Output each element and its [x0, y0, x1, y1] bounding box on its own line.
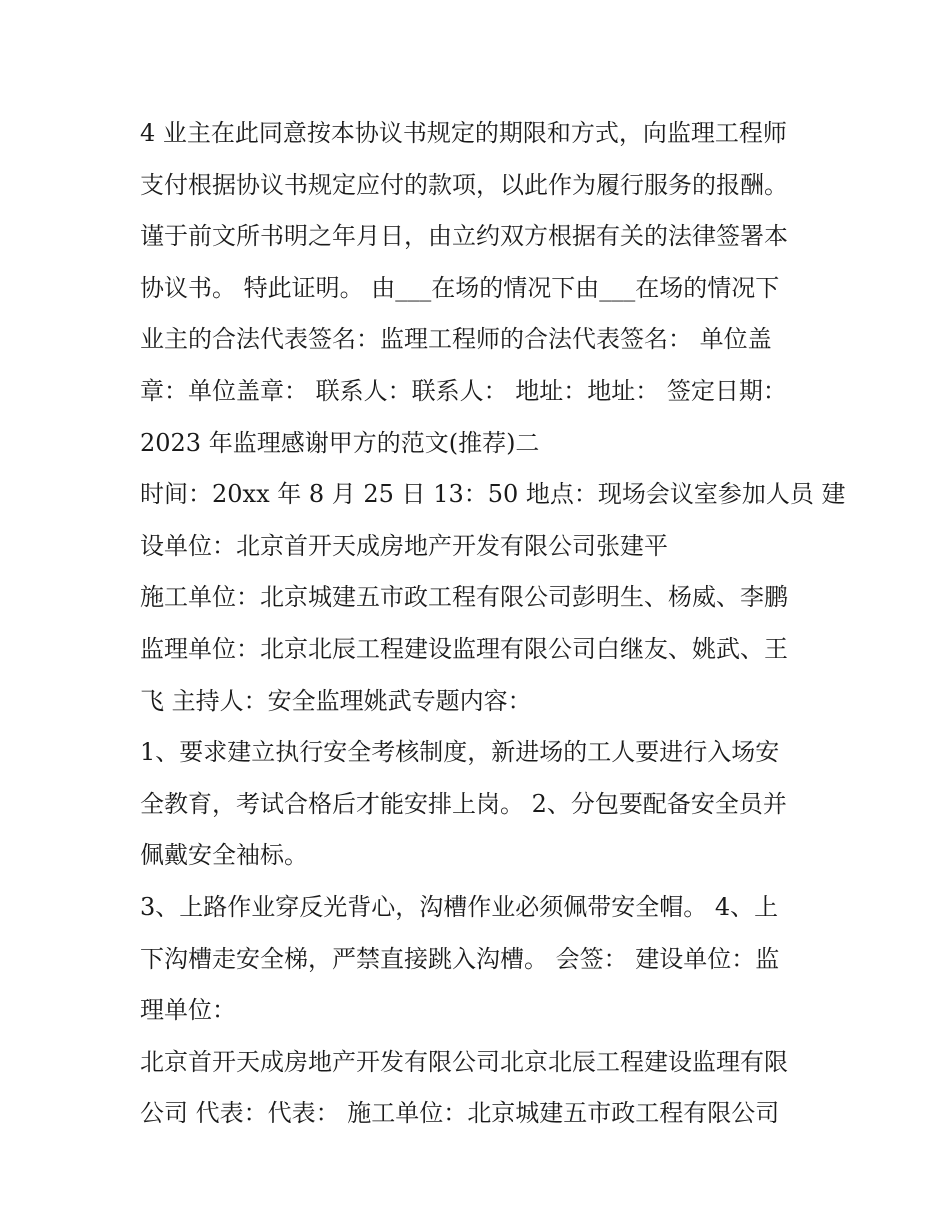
text-line: 施工单位：北京城建五市政工程有限公司彭明生、杨威、李鹏	[140, 583, 788, 612]
text-line: 佩戴安全袖标。	[140, 841, 308, 870]
text-line: 3、上路作业穿反光背心，沟槽作业必须佩带安全帽。 4、上	[140, 892, 779, 921]
text-line: 设单位：北京首开天成房地产开发有限公司张建平	[140, 531, 668, 560]
text-line: 协议书。 特此证明。 由___在场的情况下由___在场的情况下	[140, 273, 780, 302]
text-line: 时间：20xx 年 8 月 25 日 13：50 地点：现场会议室参加人员 建	[140, 480, 846, 509]
text-line: 理单位：	[140, 996, 236, 1025]
text-line: 公司 代表：代表： 施工单位：北京城建五市政工程有限公司	[140, 1099, 780, 1128]
text-line: 飞 主持人：安全监理姚武专题内容：	[140, 686, 532, 715]
text-line: 北京首开天成房地产开发有限公司北京北辰工程建设监理有限	[140, 1047, 788, 1076]
text-line: 4 业主在此同意按本协议书规定的期限和方式，向监理工程师	[140, 119, 787, 147]
text-line: 章：单位盖章： 联系人：联系人： 地址：地址： 签定日期：	[140, 376, 787, 405]
document-body	[140, 108, 846, 1140]
text-line: 1、要求建立执行安全考核制度，新进场的工人要进行入场安	[140, 738, 780, 767]
text-line: 业主的合法代表签名：监理工程师的合法代表签名： 单位盖	[140, 325, 772, 354]
text-line: 谨于前文所书明之年月日，由立约双方根据有关的法律签署本	[140, 222, 788, 251]
text-line: 支付根据协议书规定应付的款项，以此作为履行服务的报酬。	[140, 170, 788, 199]
section-heading: 2023 年监理感谢甲方的范文(推荐)二	[140, 428, 540, 457]
text-line: 下沟槽走安全梯，严禁直接跳入沟槽。 会签： 建设单位：监	[140, 944, 780, 973]
text-line: 监理单位：北京北辰工程建设监理有限公司白继友、姚武、王	[140, 634, 788, 663]
text-line: 全教育，考试合格后才能安排上岗。 2、分包要配备安全员并	[140, 789, 787, 818]
